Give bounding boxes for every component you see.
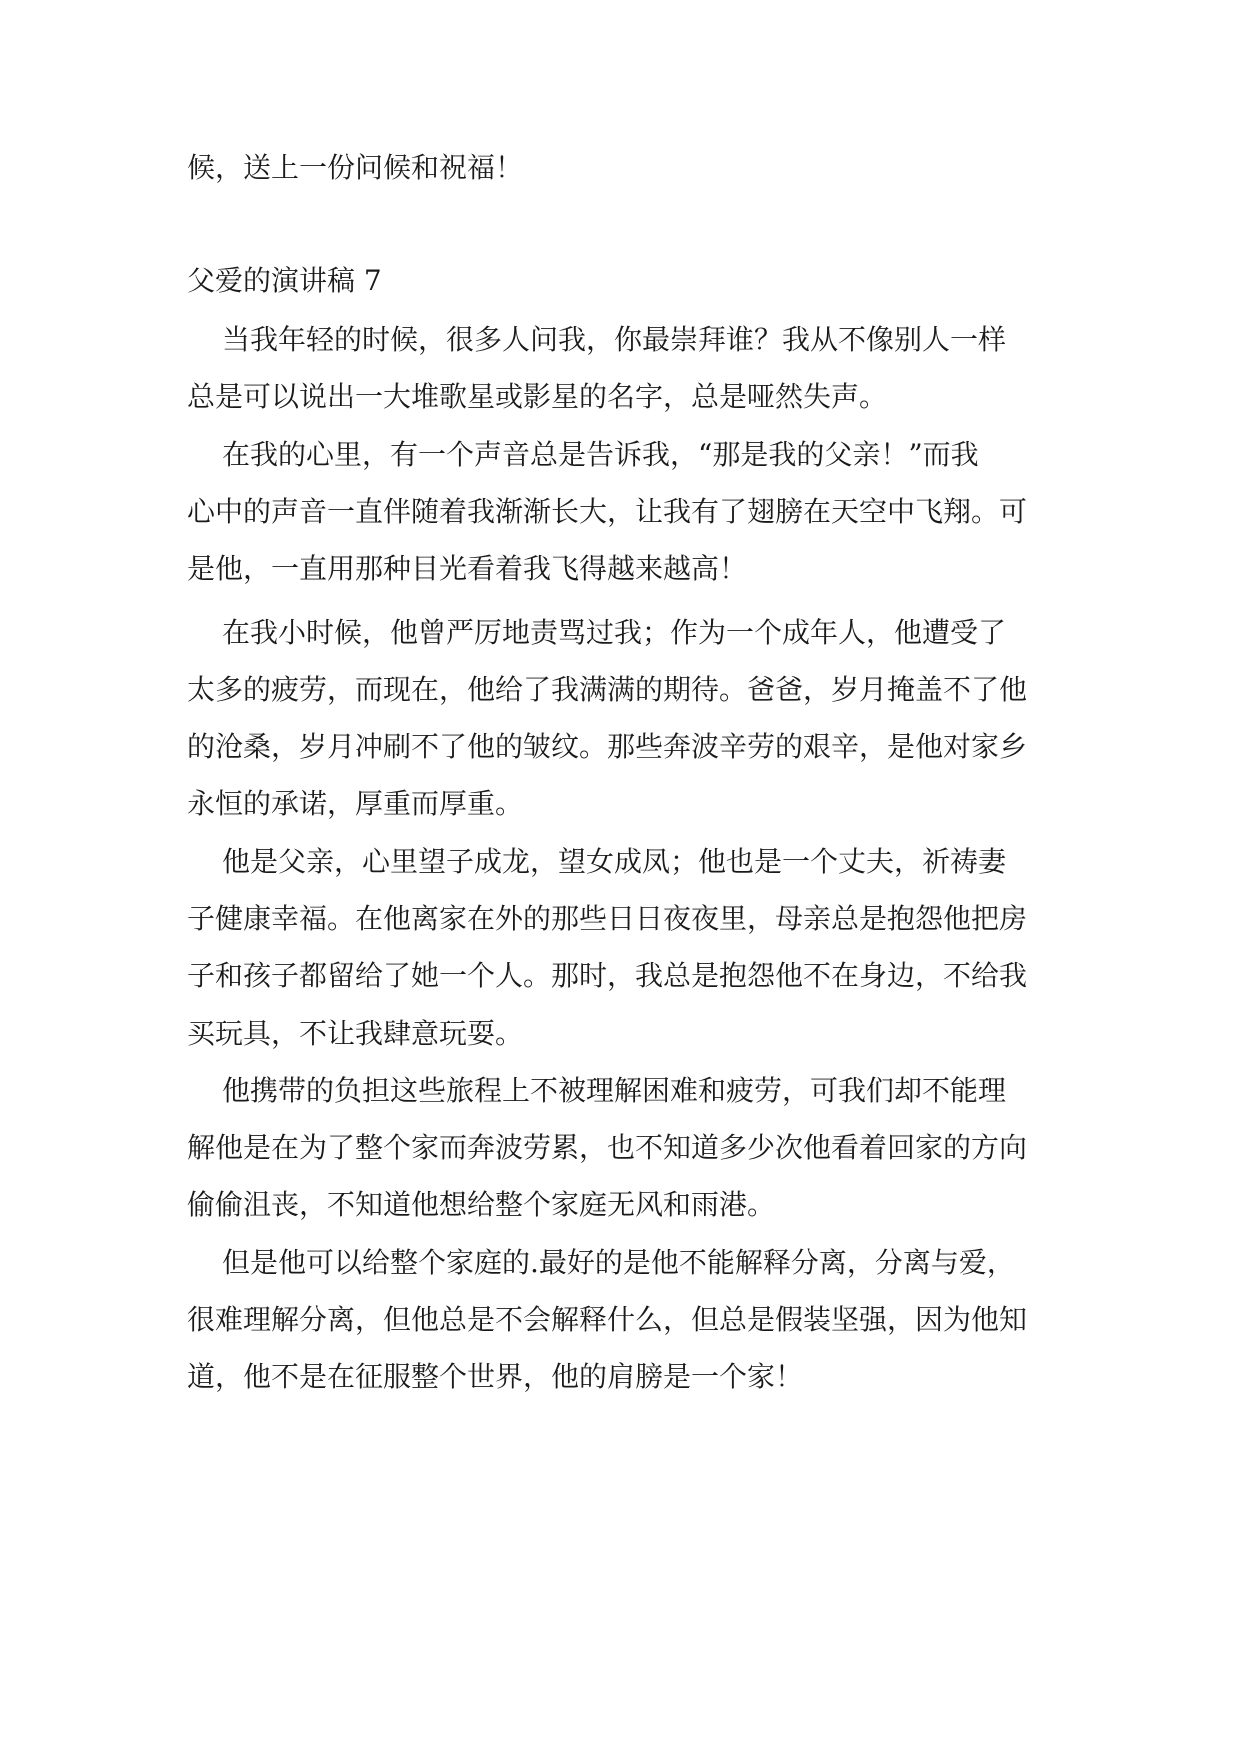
paragraph-2-line-3: 是他，一直用那种目光看着我飞得越来越高！ [187, 552, 748, 585]
paragraph-5-line-3: 偷偷沮丧，不知道他想给整个家庭无风和雨港。 [187, 1188, 776, 1221]
paragraph-3-line-4: 永恒的承诺，厚重而厚重。 [187, 787, 524, 820]
paragraph-5-line-2: 解他是在为了整个家而奔波劳累，也不知道多少次他看着回家的方向 [187, 1131, 1028, 1164]
paragraph-1-line-2: 总是可以说出一大堆歌星或影星的名字，总是哑然失声。 [187, 380, 888, 413]
paragraph-2-line-1: 在我的心里，有一个声音总是告诉我，“那是我的父亲！”而我 [222, 438, 979, 471]
intro-line: 候，送上一份问候和祝福！ [187, 151, 524, 184]
paragraph-6-line-3: 道，他不是在征服整个世界，他的肩膀是一个家！ [187, 1360, 804, 1393]
paragraph-4-line-4: 买玩具，不让我肆意玩耍。 [187, 1017, 524, 1050]
paragraph-6-line-1: 但是他可以给整个家庭的.最好的是他不能解释分离，分离与爱， [222, 1246, 1015, 1279]
paragraph-6-line-2: 很难理解分离，但他总是不会解释什么，但总是假装坚强，因为他知 [187, 1303, 1028, 1336]
paragraph-5-line-1: 他携带的负担这些旅程上不被理解困难和疲劳，可我们却不能理 [222, 1074, 1007, 1107]
paragraph-3-line-3: 的沧桑，岁月冲刷不了他的皱纹。那些奔波辛劳的艰辛，是他对家乡 [187, 730, 1028, 763]
paragraph-4-line-1: 他是父亲，心里望子成龙，望女成凤；他也是一个丈夫，祈祷妻 [222, 845, 1007, 878]
paragraph-4-line-2: 子健康幸福。在他离家在外的那些日日夜夜里，母亲总是抱怨他把房 [187, 902, 1028, 935]
section-title: 父爱的演讲稿 7 [187, 264, 382, 297]
paragraph-3-line-1: 在我小时候，他曾严厉地责骂过我；作为一个成年人，他遭受了 [222, 616, 1007, 649]
paragraph-4-line-3: 子和孩子都留给了她一个人。那时，我总是抱怨他不在身边，不给我 [187, 959, 1028, 992]
paragraph-2-line-2: 心中的声音一直伴随着我渐渐长大，让我有了翅膀在天空中飞翔。可 [187, 495, 1028, 528]
paragraph-3-line-2: 太多的疲劳，而现在，他给了我满满的期待。爸爸，岁月掩盖不了他 [187, 673, 1028, 706]
paragraph-1-line-1: 当我年轻的时候，很多人问我，你最崇拜谁？我从不像别人一样 [222, 323, 1007, 356]
